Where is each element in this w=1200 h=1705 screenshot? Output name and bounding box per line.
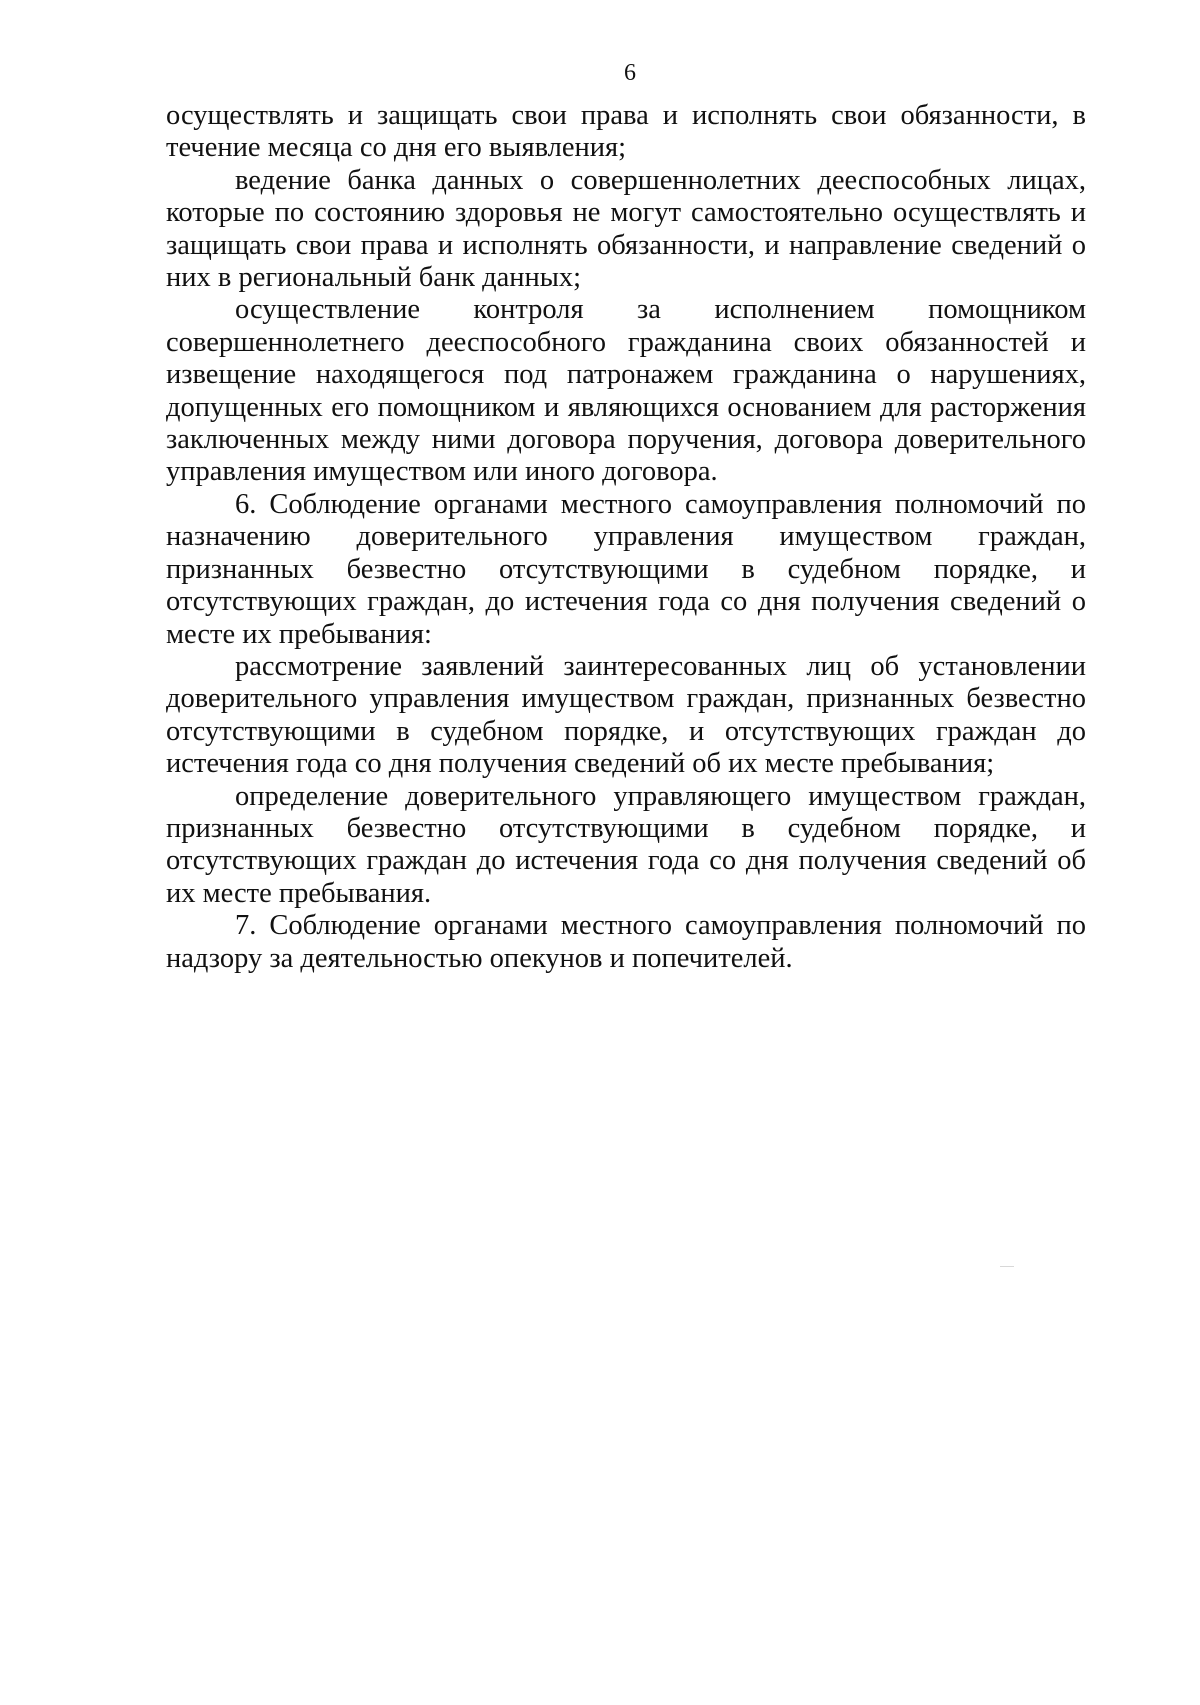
paragraph-trustee-appointment: определение доверительного управляющего имуществом граждан, признанных безвестно отсутствующими в судебном порядке, и отсутствующих граждан до истечения года со дня получения сведений об их месте пребывания. [166,780,1086,909]
document-body [166,100,1086,975]
paragraph-assistant-control: осуществление контроля за исполнением помощником совершеннолетнего дееспособного гражданина своих обязанностей и извещение находящегося под патронажем гражданина о нарушениях, допущенных его помощником и являющихся основанием для расторжения заключенных между ними договора поручения, договора доверительного управления имуществом или иного договора. [166,294,1086,488]
scan-margin-mark [1000,1266,1014,1267]
paragraph-continuation: осуществлять и защищать свои права и исполнять свои обязанности, в течение месяца со дня его выявления; [166,100,1086,164]
paragraph-item-7: 7. Соблюдение органами местного самоуправления полномочий по надзору за деятельностью опекунов и попечителей. [166,910,1086,974]
paragraph-data-bank: ведение банка данных о совершеннолетних дееспособных лицах, которые по состоянию здоровья не могут самостоятельно осуществлять и защищать свои права и исполнять обязанности, и направление сведений о них в региональный банк данных; [166,164,1086,294]
paragraph-applications-review: рассмотрение заявлений заинтересованных лиц об установлении доверительного управления имуществом граждан, признанных безвестно отсутствующими в судебном порядке, и отсутствующих граждан до истечения года со дня получения сведений об их месте пребывания; [166,650,1086,780]
paragraph-item-6: 6. Соблюдение органами местного самоуправления полномочий по назначению доверительного управления имуществом граждан, признанных безвестно отсутствующими в судебном порядке, и отсутствующих граждан, до истечения года со дня получения сведений о месте их пребывания: [166,488,1086,650]
page-number: 6 [624,60,636,86]
